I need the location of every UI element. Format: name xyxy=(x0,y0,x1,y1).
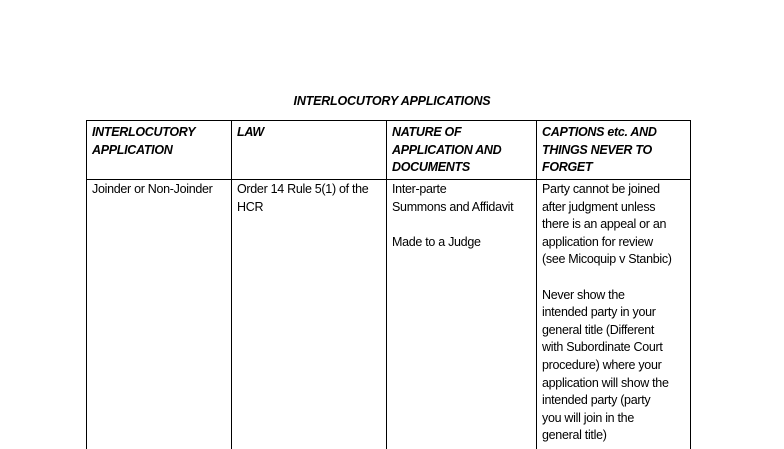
cell-line: intended party in your xyxy=(542,304,686,322)
nature-paragraph-1 xyxy=(392,181,532,216)
cell-line: Summons and Affidavit xyxy=(392,199,532,217)
document-title: INTERLOCUTORY APPLICATIONS xyxy=(0,94,784,108)
cell-line: (see Micoquip v Stanbic) xyxy=(542,251,686,269)
captions-paragraph-2 xyxy=(542,287,686,445)
cell-line: procedure) where your xyxy=(542,357,686,375)
cell-line: application will show the xyxy=(542,375,686,393)
header-line: DOCUMENTS xyxy=(392,159,532,177)
cell-line: Never show the xyxy=(542,287,686,305)
paragraph-gap xyxy=(392,216,532,234)
cell-line: there is an appeal or an xyxy=(542,216,686,234)
cell-line: Made to a Judge xyxy=(392,234,532,252)
cell-line: general title (Different xyxy=(542,322,686,340)
cell-captions xyxy=(537,180,691,449)
header-line: FORGET xyxy=(542,159,686,177)
header-nature xyxy=(387,121,537,180)
cell-line: Party cannot be joined xyxy=(542,181,686,199)
header-captions xyxy=(537,121,691,180)
captions-paragraph-1 xyxy=(542,181,686,269)
header-line: APPLICATION xyxy=(92,142,227,160)
header-line: INTERLOCUTORY xyxy=(92,124,227,142)
header-law xyxy=(232,121,387,180)
cell-line: application for review xyxy=(542,234,686,252)
cell-line: with Subordinate Court xyxy=(542,339,686,357)
cell-line: Inter-parte xyxy=(392,181,532,199)
cell-application xyxy=(87,180,232,449)
header-line: THINGS NEVER TO xyxy=(542,142,686,160)
header-application xyxy=(87,121,232,180)
cell-line: you will join in the xyxy=(542,410,686,428)
header-row xyxy=(87,121,691,180)
header-line: LAW xyxy=(237,124,382,142)
paragraph-gap xyxy=(542,269,686,287)
nature-paragraph-2 xyxy=(392,234,532,252)
cell-line: Order 14 Rule 5(1) of the xyxy=(237,181,382,199)
header-line: CAPTIONS etc. AND xyxy=(542,124,686,142)
cell-line: after judgment unless xyxy=(542,199,686,217)
header-line: NATURE OF xyxy=(392,124,532,142)
header-line: APPLICATION AND xyxy=(392,142,532,160)
cell-line: Joinder or Non-Joinder xyxy=(92,181,227,199)
cell-law xyxy=(232,180,387,449)
cell-line: intended party (party xyxy=(542,392,686,410)
cell-line: HCR xyxy=(237,199,382,217)
cell-line: general title) xyxy=(542,427,686,445)
interlocutory-applications-table xyxy=(86,120,691,449)
table-row xyxy=(87,180,691,449)
cell-nature xyxy=(387,180,537,449)
